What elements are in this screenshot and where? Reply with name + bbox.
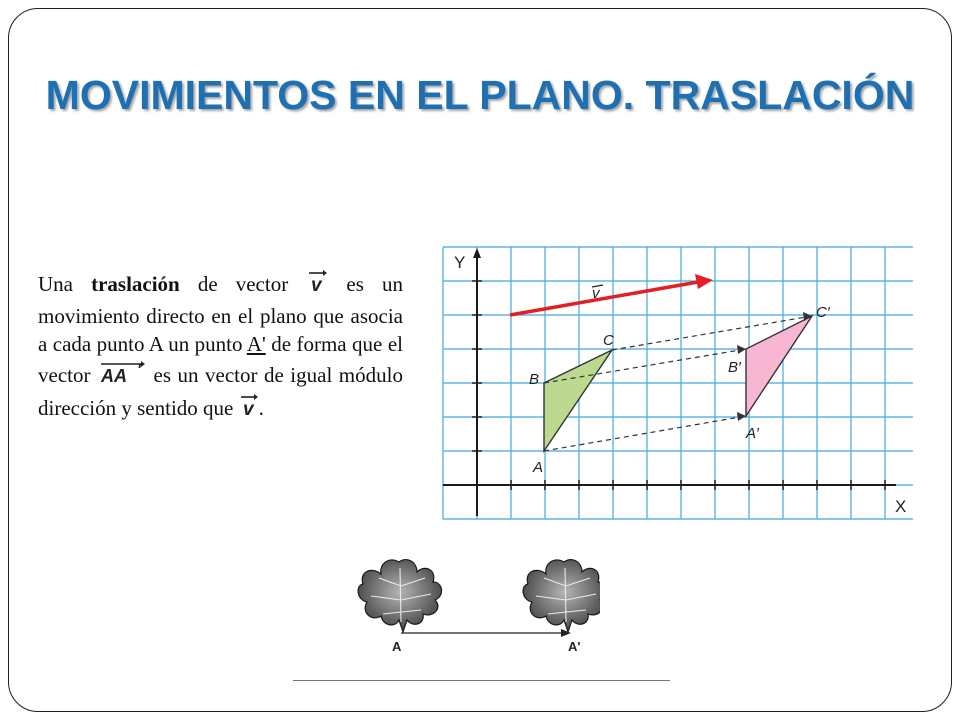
vector-v-symbol bbox=[239, 392, 259, 426]
text-part: Una bbox=[38, 272, 92, 296]
definition-text bbox=[38, 268, 403, 426]
label-point-a: A bbox=[533, 459, 544, 476]
label-point-a-prime: A′ bbox=[746, 425, 759, 442]
text-part: de vector bbox=[179, 272, 307, 296]
label-point-c: C bbox=[603, 332, 614, 349]
keyword-traslacion: traslación bbox=[91, 272, 180, 296]
label-point-b: B bbox=[529, 371, 540, 388]
vector-v-label: v bbox=[592, 285, 600, 302]
y-axis-label: Y bbox=[454, 253, 466, 272]
text-part: . bbox=[258, 396, 264, 420]
translation-grid-figure bbox=[440, 244, 916, 529]
leaf-translation-figure bbox=[350, 548, 600, 665]
leaf-label-a-prime: A' bbox=[568, 639, 581, 654]
text-part: es un vector de igual módulo dirección y sentido que bbox=[38, 362, 403, 420]
vector-aa-letters: AA bbox=[100, 365, 127, 385]
vector-v-letter: v bbox=[311, 275, 322, 294]
text-part: es un movimiento directo en el plano que asocia a cada punto A un punto bbox=[38, 272, 403, 356]
vector-aa-prime-symbol bbox=[97, 359, 147, 393]
leaf-label-a: A bbox=[392, 639, 402, 654]
text-part: de forma que el vector bbox=[38, 332, 403, 387]
label-point-b-prime: B′ bbox=[728, 359, 741, 376]
vector-v-symbol bbox=[306, 268, 328, 302]
grid-svg bbox=[440, 244, 916, 524]
underlined-a-prime: A' bbox=[246, 332, 266, 356]
bottom-divider bbox=[293, 680, 670, 681]
leaf-vector-arrowhead bbox=[561, 629, 571, 637]
vector-v-letter: v bbox=[242, 399, 254, 418]
leaf-svg bbox=[350, 548, 600, 660]
label-point-c-prime: C′ bbox=[816, 304, 830, 321]
x-axis-label: X bbox=[895, 497, 907, 516]
slide-title: MOVIMIENTOS EN EL PLANO. TRASLACIÓN bbox=[45, 72, 915, 118]
leaf-translated-icon bbox=[523, 560, 600, 632]
vector-prime-mark: ' bbox=[136, 361, 141, 379]
leaf-original-icon bbox=[358, 560, 442, 632]
